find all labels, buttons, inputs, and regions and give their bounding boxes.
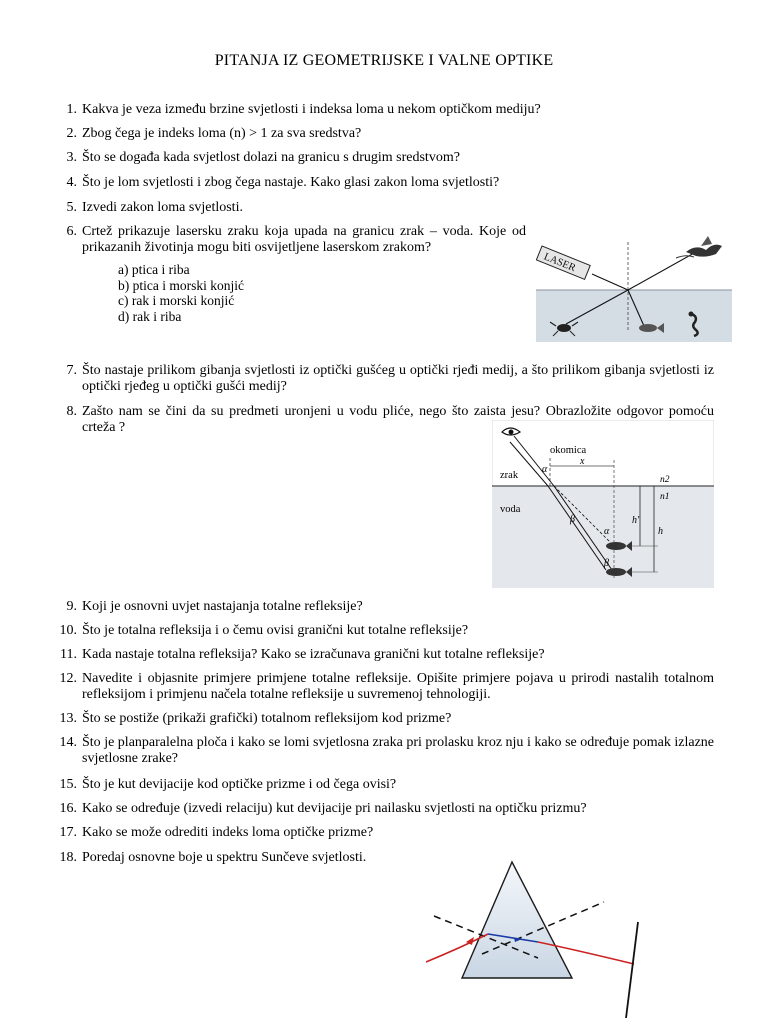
option-c: c) rak i morski konjić	[118, 293, 235, 308]
question-number: 9.	[66, 599, 77, 614]
water-label: voda	[500, 504, 521, 515]
question-number: 4.	[66, 175, 77, 190]
h-prime-label: h'	[632, 515, 640, 526]
question-text: Što je planparalelna ploča i kako se lomi svjetlosna zraka pri prolasku kroz nju i kako se određuje pomak izlazne svjetlosne zrake?	[82, 735, 714, 766]
question-text: Kako se određuje (izvedi relaciju) kut devijacije pri nailasku svjetlosti na optičku prizmu?	[82, 801, 587, 816]
question-number: 1.	[66, 102, 77, 117]
laser-label: LASER	[542, 251, 578, 275]
question-text: Izvedi zakon loma svjetlosti.	[82, 200, 243, 215]
option-a: a) ptica i riba	[118, 262, 190, 277]
question-text: Kako se može odrediti indeks loma optičke prizme?	[82, 825, 374, 840]
question-number: 15.	[59, 777, 77, 792]
question-number: 6.	[66, 224, 77, 239]
question-text: Zašto nam se čini da su predmeti uronjeni u vodu pliće, nego što zaista jesu? Obrazložite odgovor pomoću crteža ?	[82, 404, 714, 435]
question-text: Kakva je veza između brzine svjetlosti i indeksa loma u nekom optičkom mediju?	[82, 102, 541, 117]
question-text: Koji je osnovni uvjet nastajanja totalne refleksije?	[82, 599, 363, 614]
question-text: Što je totalna refleksija i o čemu ovisi granični kut totalne refleksije?	[82, 623, 469, 638]
question-number: 13.	[59, 711, 77, 726]
question-text: Što je lom svjetlosti i zbog čega nastaje. Kako glasi zakon loma svjetlosti?	[82, 175, 500, 190]
question-number: 11.	[60, 647, 77, 662]
air-label: zrak	[500, 470, 519, 481]
alpha-label-2: α	[604, 526, 610, 537]
question-number: 10.	[59, 623, 77, 638]
question-number: 8.	[66, 404, 77, 419]
question-text: Zbog čega je indeks loma (n) > 1 za sva sredstva?	[82, 126, 362, 141]
beta-label: β	[570, 514, 575, 525]
prism-deviation-figure	[426, 858, 652, 1018]
water-region	[536, 290, 732, 342]
question-number: 12.	[59, 671, 77, 686]
apparent-depth-figure	[492, 420, 714, 588]
water-region	[492, 486, 714, 588]
question-text: Što je kut devijacije kod optičke prizme i od čega ovisi?	[82, 777, 397, 792]
option-d: d) rak i riba	[118, 308, 182, 324]
normal-label: okomica	[550, 445, 587, 456]
question-number: 18.	[59, 850, 77, 865]
question-number: 17.	[59, 825, 77, 840]
page-title: PITANJA IZ GEOMETRIJSKE I VALNE OPTIKE	[214, 52, 554, 69]
alpha-label: α	[542, 464, 548, 475]
question-text: Navedite i objasnite primjere primjene totalne refleksije. Opišite primjere pojava u prirodi nastalih totalnom refleksijom i primjenu načela totalne refleksije u suvremenoj tehnologiji.	[82, 671, 714, 702]
question-text: Što se postiže (prikaži grafički) totalnom refleksijom kod prizme?	[82, 711, 452, 726]
screen	[626, 922, 638, 1018]
prism	[462, 862, 572, 978]
option-b: b) ptica i morski konjić	[118, 277, 244, 293]
n1-label: n1	[660, 492, 670, 502]
n2-label: n2	[660, 475, 670, 485]
question-number: 5.	[66, 200, 77, 215]
question-text: Što nastaje prilikom gibanja svjetlosti iz optički gušćeg u optički rjeđi medij, a što prilikom gibanja svjetlosti iz optički rjeđeg u optički gušći medij?	[82, 363, 714, 394]
question-text: Što se događa kada svjetlost dolazi na granicu s drugim sredstvom?	[82, 150, 460, 165]
h-label: h	[658, 526, 663, 537]
question-text: Kada nastaje totalna refleksija? Kako se izračunava granični kut totalne refleksije?	[82, 647, 545, 662]
question-number: 14.	[59, 735, 77, 750]
question-number: 2.	[66, 126, 77, 141]
question-text: Crtež prikazuje lasersku zraku koja upada na granicu zrak – voda. Koje od prikazanih životinja mogu biti osvijetljene laserskom zrakom?	[82, 224, 526, 255]
x-label: x	[580, 456, 585, 467]
question-number: 3.	[66, 150, 77, 165]
answer-options	[118, 262, 244, 324]
question-number: 7.	[66, 363, 77, 378]
question-text: Poredaj osnovne boje u spektru Sunčeve svjetlosti.	[82, 850, 367, 865]
question-number: 16.	[59, 801, 77, 816]
beta-label-2: β	[604, 558, 609, 569]
laser-refraction-figure	[536, 232, 732, 342]
